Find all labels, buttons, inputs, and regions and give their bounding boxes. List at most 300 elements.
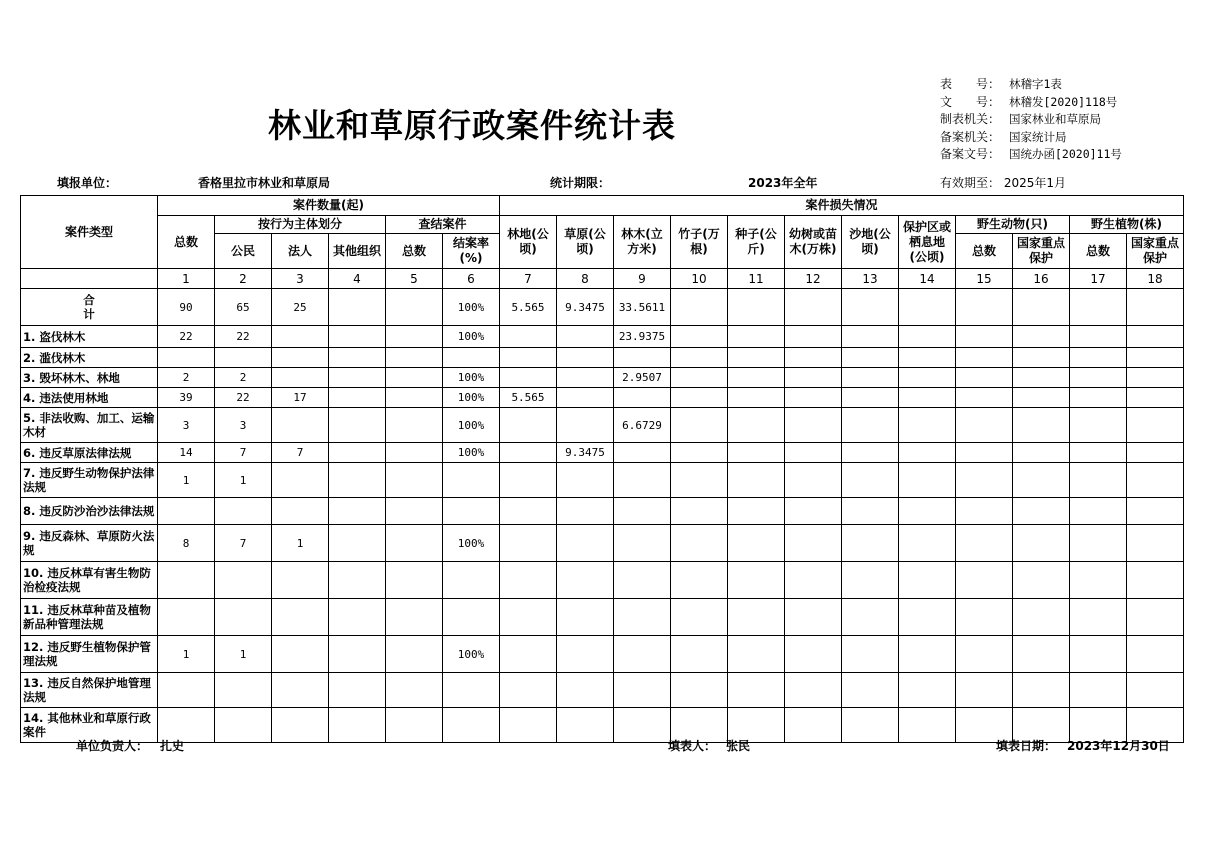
table-cell: 22 <box>215 326 272 348</box>
column-index: 7 <box>500 269 557 289</box>
table-cell <box>899 463 956 498</box>
table-cell <box>899 368 956 388</box>
table-cell <box>386 498 443 525</box>
table-cell <box>557 673 614 708</box>
table-cell <box>272 636 329 673</box>
table-cell <box>386 463 443 498</box>
header-citizen: 公民 <box>215 234 272 269</box>
valid-until: 有效期至： 2025年1月 <box>940 176 1066 190</box>
table-cell <box>671 443 728 463</box>
table-cell: 100% <box>443 636 500 673</box>
case-type-label: 5. 非法收购、加工、运输木材 <box>21 408 158 443</box>
column-index: 10 <box>671 269 728 289</box>
table-cell <box>500 636 557 673</box>
table-cell <box>1070 368 1127 388</box>
table-cell <box>500 599 557 636</box>
table-cell <box>215 599 272 636</box>
table-cell <box>614 525 671 562</box>
table-cell <box>1013 368 1070 388</box>
table-cell: 100% <box>443 326 500 348</box>
table-cell <box>557 408 614 443</box>
table-cell <box>671 525 728 562</box>
table-cell <box>785 636 842 673</box>
table-cell: 39 <box>158 388 215 408</box>
table-cell: 25 <box>272 289 329 326</box>
table-cell <box>614 498 671 525</box>
table-cell: 5.565 <box>500 289 557 326</box>
meta-key: 表 号： <box>940 77 1001 91</box>
header-case-type: 案件类型 <box>21 196 158 269</box>
case-type-label: 14. 其他林业和草原行政案件 <box>21 708 158 743</box>
table-cell <box>728 463 785 498</box>
table-cell <box>899 562 956 599</box>
table-cell <box>500 408 557 443</box>
table-cell <box>728 562 785 599</box>
column-index: 1 <box>158 269 215 289</box>
table-cell <box>329 463 386 498</box>
table-cell <box>500 498 557 525</box>
table-cell <box>1070 408 1127 443</box>
case-type-label: 6. 违反草原法律法规 <box>21 443 158 463</box>
table-cell: 7 <box>215 525 272 562</box>
table-cell <box>614 443 671 463</box>
table-cell <box>671 368 728 388</box>
table-cell <box>728 636 785 673</box>
table-cell <box>329 562 386 599</box>
case-type-label: 10. 违反林草有害生物防治检疫法规 <box>21 562 158 599</box>
table-cell <box>386 673 443 708</box>
table-cell <box>557 388 614 408</box>
column-index: 9 <box>614 269 671 289</box>
table-cell <box>671 348 728 368</box>
table-cell: 9.3475 <box>557 443 614 463</box>
table-cell <box>557 599 614 636</box>
table-cell <box>899 673 956 708</box>
table-row <box>21 368 1184 388</box>
header-seedlings: 幼树或苗木(万株) <box>785 216 842 269</box>
table-cell <box>842 348 899 368</box>
table-cell: 90 <box>158 289 215 326</box>
table-cell <box>215 673 272 708</box>
column-index: 17 <box>1070 269 1127 289</box>
case-type-label: 3. 毁坏林木、林地 <box>21 368 158 388</box>
column-index: 14 <box>899 269 956 289</box>
table-cell <box>671 326 728 348</box>
table-cell <box>728 326 785 348</box>
table-cell <box>785 408 842 443</box>
table-cell: 33.5611 <box>614 289 671 326</box>
table-cell <box>386 289 443 326</box>
table-cell <box>386 368 443 388</box>
table-cell <box>671 673 728 708</box>
header-sandland: 沙地(公顷) <box>842 216 899 269</box>
table-cell <box>842 289 899 326</box>
table-cell: 1 <box>215 463 272 498</box>
table-cell <box>329 408 386 443</box>
table-cell <box>1013 408 1070 443</box>
table-cell <box>728 348 785 368</box>
index-row <box>21 269 1184 289</box>
table-cell: 2 <box>215 368 272 388</box>
table-row <box>21 498 1184 525</box>
table-row <box>21 408 1184 443</box>
table-cell <box>785 673 842 708</box>
meta-key: 备案文号： <box>940 147 1001 161</box>
table-cell <box>386 326 443 348</box>
table-cell <box>557 708 614 743</box>
table-cell <box>1127 443 1184 463</box>
table-cell <box>956 599 1013 636</box>
table-cell <box>443 599 500 636</box>
table-row <box>21 599 1184 636</box>
table-cell <box>500 368 557 388</box>
table-cell <box>842 708 899 743</box>
table-cell: 2 <box>158 368 215 388</box>
meta-value: 国家林业和草原局 <box>1009 112 1101 126</box>
table-cell <box>956 326 1013 348</box>
column-index: 6 <box>443 269 500 289</box>
table-cell: 65 <box>215 289 272 326</box>
table-cell: 100% <box>443 408 500 443</box>
table-cell <box>899 708 956 743</box>
case-type-label: 4. 违法使用林地 <box>21 388 158 408</box>
column-index: 11 <box>728 269 785 289</box>
header-other: 其他组织 <box>329 234 386 269</box>
table-cell: 1 <box>158 463 215 498</box>
column-index: 4 <box>329 269 386 289</box>
table-cell <box>215 348 272 368</box>
column-index: 12 <box>785 269 842 289</box>
table-cell <box>557 463 614 498</box>
table-cell <box>956 673 1013 708</box>
table-cell <box>1070 463 1127 498</box>
table-cell <box>899 498 956 525</box>
table-cell <box>272 708 329 743</box>
table-row <box>21 388 1184 408</box>
header-legal: 法人 <box>272 234 329 269</box>
table-cell <box>1013 463 1070 498</box>
table-cell <box>1070 599 1127 636</box>
table-cell <box>500 708 557 743</box>
header-case-count: 案件数量(起) <box>158 196 500 216</box>
table-cell <box>443 348 500 368</box>
table-cell <box>671 562 728 599</box>
table-cell <box>386 408 443 443</box>
column-index: 2 <box>215 269 272 289</box>
table-cell <box>1127 348 1184 368</box>
table-cell <box>386 525 443 562</box>
table-cell <box>386 562 443 599</box>
table-row <box>21 525 1184 562</box>
header-bamboo: 竹子(万根) <box>671 216 728 269</box>
case-type-label: 8. 违反防沙治沙法律法规 <box>21 498 158 525</box>
table-cell <box>728 525 785 562</box>
table-cell <box>785 289 842 326</box>
header-by-entity: 按行为主体划分 <box>215 216 386 234</box>
table-cell <box>1013 498 1070 525</box>
meta-value: 林稽发[2020]118号 <box>1009 94 1118 109</box>
table-cell <box>329 443 386 463</box>
table-cell <box>842 599 899 636</box>
header-row <box>21 196 1184 216</box>
table-cell: 2.9507 <box>614 368 671 388</box>
table-cell <box>329 348 386 368</box>
table-cell <box>329 368 386 388</box>
table-cell <box>500 326 557 348</box>
table-cell <box>614 708 671 743</box>
table-row <box>21 673 1184 708</box>
column-index: 16 <box>1013 269 1070 289</box>
table-cell <box>671 599 728 636</box>
period-value: 2023年全年 <box>748 176 818 190</box>
table-cell <box>1070 562 1127 599</box>
table-cell <box>557 498 614 525</box>
table-row <box>21 348 1184 368</box>
table-cell: 7 <box>215 443 272 463</box>
table-cell <box>956 498 1013 525</box>
header-total: 总数 <box>158 216 215 269</box>
header-grassland: 草原(公顷) <box>557 216 614 269</box>
table-cell <box>1013 562 1070 599</box>
leader-name: 扎史 <box>160 739 185 753</box>
statistics-table <box>20 195 1184 743</box>
header-wild-animals: 野生动物(只) <box>956 216 1070 234</box>
case-type-label: 9. 违反森林、草原防火法规 <box>21 525 158 562</box>
table-cell <box>158 673 215 708</box>
table-cell <box>899 599 956 636</box>
table-cell <box>1013 348 1070 368</box>
header-closed-rate: 结案率(%) <box>443 234 500 269</box>
table-cell <box>842 443 899 463</box>
table-cell <box>1013 388 1070 408</box>
header-closed-total: 总数 <box>386 234 443 269</box>
table-cell <box>842 326 899 348</box>
table-cell <box>500 525 557 562</box>
table-cell <box>899 388 956 408</box>
table-cell <box>215 562 272 599</box>
unit-value: 香格里拉市林业和草原局 <box>198 176 331 190</box>
table-cell <box>785 525 842 562</box>
meta-key: 制表机关： <box>940 112 1001 126</box>
table-row <box>21 326 1184 348</box>
table-row <box>21 463 1184 498</box>
table-cell <box>956 348 1013 368</box>
table-cell <box>614 388 671 408</box>
meta-value: 林稽字1表 <box>1009 77 1062 91</box>
table-cell <box>1013 289 1070 326</box>
table-cell <box>272 498 329 525</box>
meta-row <box>940 76 1122 94</box>
table-cell <box>785 388 842 408</box>
table-cell <box>1127 326 1184 348</box>
table-cell <box>842 368 899 388</box>
table-cell <box>1127 498 1184 525</box>
table-cell <box>443 498 500 525</box>
header-closed: 查结案件 <box>386 216 500 234</box>
column-index: 5 <box>386 269 443 289</box>
table-row <box>21 443 1184 463</box>
table-cell: 7 <box>272 443 329 463</box>
case-type-label: 1. 盗伐林木 <box>21 326 158 348</box>
table-cell <box>956 408 1013 443</box>
table-cell <box>500 348 557 368</box>
table-cell <box>1127 463 1184 498</box>
table-cell <box>386 708 443 743</box>
table-cell <box>728 673 785 708</box>
table-cell <box>671 463 728 498</box>
table-cell <box>956 636 1013 673</box>
meta-row <box>940 94 1122 112</box>
table-cell <box>443 708 500 743</box>
table-cell <box>842 388 899 408</box>
meta-key: 文 号： <box>940 94 1001 109</box>
table-cell <box>1070 636 1127 673</box>
table-cell <box>671 498 728 525</box>
table-cell <box>386 348 443 368</box>
table-cell <box>557 562 614 599</box>
header-wp-total: 总数 <box>1070 234 1127 269</box>
table-cell <box>785 326 842 348</box>
table-cell <box>443 673 500 708</box>
table-cell <box>557 636 614 673</box>
table-cell <box>671 408 728 443</box>
header-seeds: 种子(公斤) <box>728 216 785 269</box>
table-cell <box>329 388 386 408</box>
table-cell <box>785 348 842 368</box>
table-cell: 8 <box>158 525 215 562</box>
table-cell <box>1070 326 1127 348</box>
table-cell: 100% <box>443 388 500 408</box>
table-cell <box>272 673 329 708</box>
table-cell <box>1127 408 1184 443</box>
table-cell <box>386 636 443 673</box>
table-cell <box>1127 525 1184 562</box>
table-cell <box>614 463 671 498</box>
table-cell <box>329 326 386 348</box>
table-cell: 100% <box>443 289 500 326</box>
table-cell <box>956 443 1013 463</box>
table-cell <box>329 599 386 636</box>
table-cell <box>671 388 728 408</box>
header-timber: 林木(立方米) <box>614 216 671 269</box>
table-cell <box>272 599 329 636</box>
table-cell <box>1070 498 1127 525</box>
column-index: 13 <box>842 269 899 289</box>
column-index: 18 <box>1127 269 1184 289</box>
leader-label: 单位负责人： <box>76 739 149 753</box>
table-cell <box>614 599 671 636</box>
table-cell <box>1127 289 1184 326</box>
header-wa-total: 总数 <box>956 234 1013 269</box>
table-cell <box>842 673 899 708</box>
table-cell <box>215 498 272 525</box>
header-reserve: 保护区或栖息地(公顷) <box>899 216 956 269</box>
table-cell: 1 <box>272 525 329 562</box>
case-type-label: 2. 滥伐林木 <box>21 348 158 368</box>
table-cell: 100% <box>443 368 500 388</box>
table-cell <box>329 498 386 525</box>
table-cell <box>1127 636 1184 673</box>
table-cell <box>785 463 842 498</box>
table-cell <box>785 368 842 388</box>
table-cell <box>842 562 899 599</box>
table-row <box>21 562 1184 599</box>
table-cell <box>1013 599 1070 636</box>
table-cell <box>1070 673 1127 708</box>
table-cell <box>386 599 443 636</box>
table-cell <box>329 525 386 562</box>
table-cell <box>728 443 785 463</box>
table-cell <box>500 673 557 708</box>
table-cell <box>272 368 329 388</box>
table-cell <box>158 498 215 525</box>
form-meta <box>940 76 1122 164</box>
table-cell: 22 <box>158 326 215 348</box>
table-cell: 6.6729 <box>614 408 671 443</box>
table-cell <box>500 562 557 599</box>
table-cell <box>557 326 614 348</box>
total-row <box>21 289 1184 326</box>
table-cell <box>500 443 557 463</box>
table-cell <box>728 408 785 443</box>
table-cell <box>158 599 215 636</box>
table-cell <box>956 289 1013 326</box>
table-cell <box>899 289 956 326</box>
table-cell <box>614 673 671 708</box>
table-cell <box>956 368 1013 388</box>
case-type-label: 合 计 <box>21 289 158 326</box>
table-cell <box>899 408 956 443</box>
table-cell <box>329 636 386 673</box>
filler-name: 张民 <box>726 739 751 753</box>
table-cell <box>443 463 500 498</box>
table-cell <box>956 388 1013 408</box>
table-cell <box>728 599 785 636</box>
table-cell <box>842 636 899 673</box>
table-cell: 3 <box>215 408 272 443</box>
table-cell <box>1070 525 1127 562</box>
column-index: 3 <box>272 269 329 289</box>
table-cell <box>1013 525 1070 562</box>
table-cell <box>386 388 443 408</box>
table-cell <box>842 408 899 443</box>
table-cell <box>443 562 500 599</box>
table-cell <box>1070 443 1127 463</box>
table-cell <box>1127 368 1184 388</box>
table-cell: 23.9375 <box>614 326 671 348</box>
table-cell <box>272 463 329 498</box>
header-wild-plants: 野生植物(株) <box>1070 216 1184 234</box>
table-cell: 100% <box>443 525 500 562</box>
table-cell <box>329 289 386 326</box>
column-index: 15 <box>956 269 1013 289</box>
fill-date: 2023年12月30日 <box>1067 739 1170 753</box>
table-cell: 14 <box>158 443 215 463</box>
table-cell <box>899 326 956 348</box>
table-cell <box>1013 636 1070 673</box>
table-cell <box>1127 388 1184 408</box>
table-cell: 1 <box>158 636 215 673</box>
table-cell: 3 <box>158 408 215 443</box>
table-cell <box>899 525 956 562</box>
table-cell <box>1013 673 1070 708</box>
table-cell <box>158 348 215 368</box>
table-cell <box>899 443 956 463</box>
column-index: 8 <box>557 269 614 289</box>
table-cell <box>614 636 671 673</box>
table-cell <box>614 562 671 599</box>
table-cell <box>329 708 386 743</box>
